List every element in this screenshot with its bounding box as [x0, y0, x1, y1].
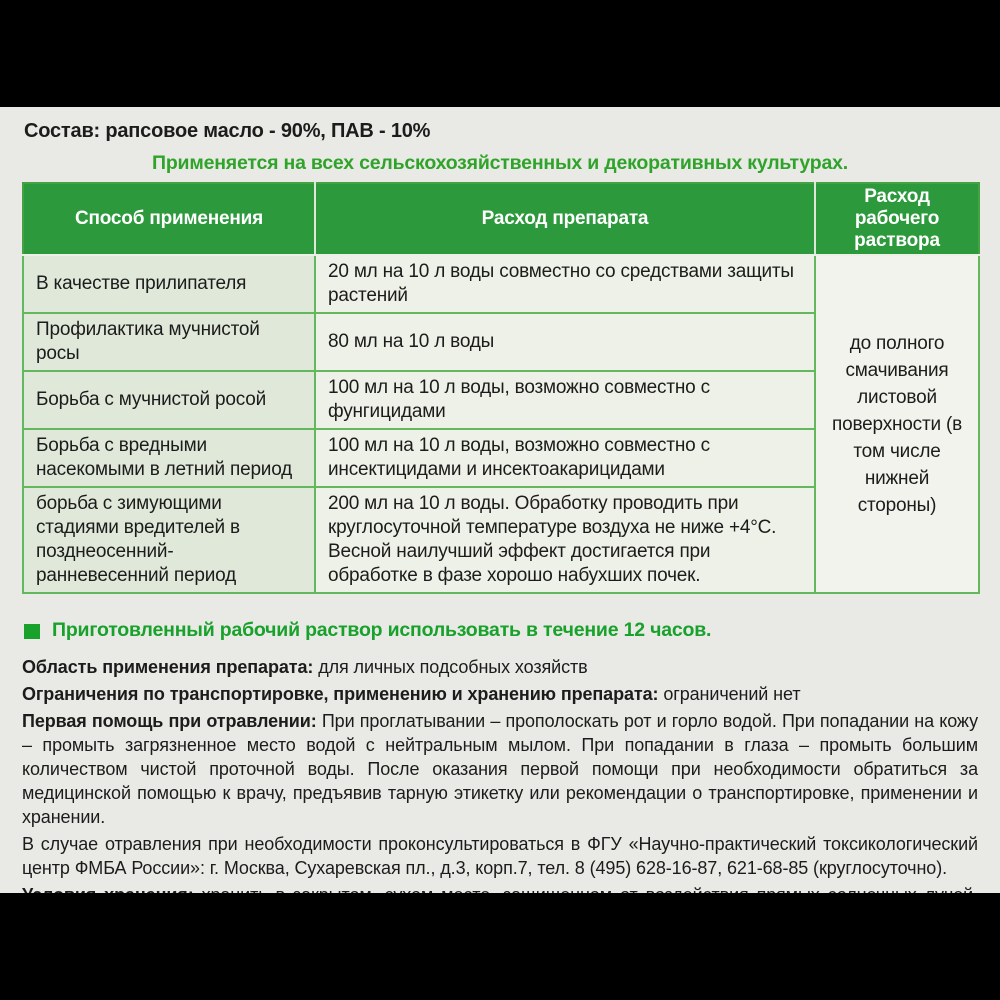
green-square-bullet-icon	[24, 624, 40, 639]
paragraph-label: Первая помощь при отравлении:	[22, 711, 322, 731]
working-solution-cell: до полного смачивания листовой поверхности (в том числе нижней стороны)	[815, 255, 979, 593]
crops-applicability-note: Применяется на всех сельскохозяйственных и декоративных культурах.	[152, 152, 848, 174]
paragraph-text: В случае отравления при необходимости проконсультироваться в ФГУ «Научно-практический токсикологический центр ФМБА России»: г. Москва, Сухаревская пл., д.3, корп.7, тел. 8 (495) 628-16-87, 621-68-85 (круглосуточно).	[22, 834, 978, 878]
table-row	[23, 255, 979, 313]
dosage-cell: 100 мл на 10 л воды, возможно совместно с фунгицидами	[315, 371, 815, 429]
paragraph-text: ограничений нет	[663, 684, 801, 704]
solution-usage-text: Приготовленный рабочий раствор использовать в течение 12 часов.	[52, 619, 712, 641]
dosage-cell: 100 мл на 10 л воды, возможно совместно с инсектицидами и инсектоакарицидами	[315, 429, 815, 487]
method-cell: В качестве прилипателя	[23, 255, 315, 313]
label-content	[0, 107, 1000, 893]
top-black-bar	[0, 0, 1000, 107]
table-header-row	[23, 183, 979, 255]
dosage-cell: 80 мл на 10 л воды	[315, 313, 815, 371]
header-method: Способ применения	[23, 183, 315, 255]
paragraph-text: для личных подсобных хозяйств	[318, 657, 588, 677]
header-dosage: Расход препарата	[315, 183, 815, 255]
method-cell: Профилактика мучнистой росы	[23, 313, 315, 371]
bottom-black-bar	[0, 893, 1000, 1000]
paragraph-label: Область применения препарата:	[22, 657, 319, 677]
composition-text: Состав: рапсовое масло - 90%, ПАВ - 10%	[24, 120, 431, 142]
dosage-cell: 20 мл на 10 л воды совместно со средствами защиты растений	[315, 255, 815, 313]
method-cell: Борьба с вредными насекомыми в летний период	[23, 429, 315, 487]
paragraph-label: Ограничения по транспортировке, применению и хранению препарата:	[22, 684, 664, 704]
paragraph-poisoning-contact	[22, 832, 978, 880]
paragraph-first-aid	[22, 709, 978, 829]
application-table	[22, 182, 980, 594]
method-cell: борьба с зимующими стадиями вредителей в позднеосенний-ранневесенний период	[23, 487, 315, 593]
paragraph-application-area	[22, 655, 978, 679]
dosage-cell: 200 мл на 10 л воды. Обработку проводить при круглосуточной температуре воздуха не ниже +4°С. Весной наилучший эффект достигается при обработке в фазе хорошо набухших почек.	[315, 487, 815, 593]
method-cell: Борьба с мучнистой росой	[23, 371, 315, 429]
paragraph-text: При проглатывании – прополоскать рот и горло водой. При попадании на кожу – промыть загрязненное место водой с нейтральным мылом. При попадании в глаза – промыть большим количеством чистой проточной воды. После оказания первой помощи при необходимости обратиться за медицинской помощью к врачу, предъявив тарную этикетку или рекомендации о транспортировке, применении и хранении.	[22, 711, 978, 827]
solution-usage-note	[22, 619, 978, 642]
header-working-solution: Расход рабочего раствора	[815, 183, 979, 255]
paragraph-restrictions	[22, 682, 978, 706]
